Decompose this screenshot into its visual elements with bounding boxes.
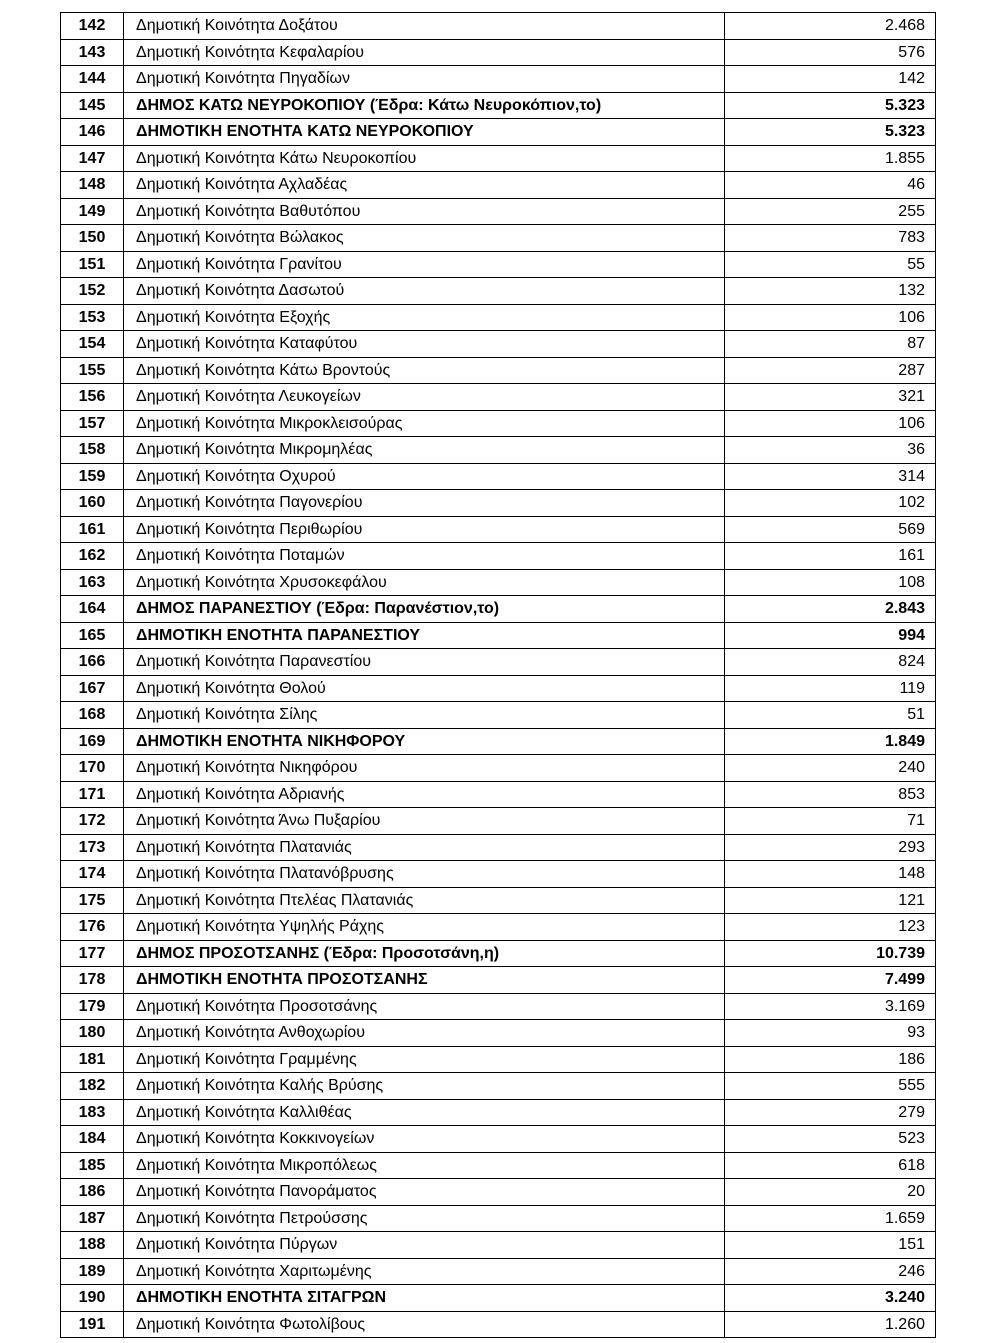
table-row	[61, 251, 936, 278]
population-cell: 161	[725, 543, 936, 570]
table-row	[61, 543, 936, 570]
row-number-cell: 152	[61, 278, 124, 305]
row-number-cell: 156	[61, 384, 124, 411]
area-name-cell: ΔΗΜΟΤΙΚΗ ΕΝΟΤΗΤΑ ΠΡΟΣΟΤΣΑΝΗΣ	[124, 967, 725, 994]
row-number-cell: 146	[61, 119, 124, 146]
population-cell: 246	[725, 1258, 936, 1285]
area-name-cell: Δημοτική Κοινότητα Γραμμένης	[124, 1046, 725, 1073]
table-row	[61, 1046, 936, 1073]
area-name-cell: Δημοτική Κοινότητα Κάτω Βροντούς	[124, 357, 725, 384]
row-number-cell: 147	[61, 145, 124, 172]
row-number-cell: 148	[61, 172, 124, 199]
population-cell: 1.260	[725, 1311, 936, 1338]
table-row	[61, 940, 936, 967]
row-number-cell: 153	[61, 304, 124, 331]
table-row	[61, 198, 936, 225]
table-row	[61, 225, 936, 252]
population-table-container	[60, 12, 925, 1338]
area-name-cell: Δημοτική Κοινότητα Προσοτσάνης	[124, 993, 725, 1020]
area-name-cell: Δημοτική Κοινότητα Δοξάτου	[124, 13, 725, 40]
area-name-cell: Δημοτική Κοινότητα Ανθοχωρίου	[124, 1020, 725, 1047]
table-row	[61, 649, 936, 676]
row-number-cell: 155	[61, 357, 124, 384]
population-cell: 108	[725, 569, 936, 596]
population-cell: 1.849	[725, 728, 936, 755]
table-row	[61, 516, 936, 543]
population-cell: 1.855	[725, 145, 936, 172]
area-name-cell: Δημοτική Κοινότητα Νικηφόρου	[124, 755, 725, 782]
row-number-cell: 145	[61, 92, 124, 119]
area-name-cell: Δημοτική Κοινότητα Δασωτού	[124, 278, 725, 305]
table-row	[61, 834, 936, 861]
area-name-cell: Δημοτική Κοινότητα Κεφαλαρίου	[124, 39, 725, 66]
area-name-cell: Δημοτική Κοινότητα Βώλακος	[124, 225, 725, 252]
table-row	[61, 39, 936, 66]
population-cell: 148	[725, 861, 936, 888]
row-number-cell: 143	[61, 39, 124, 66]
area-name-cell: Δημοτική Κοινότητα Κοκκινογείων	[124, 1126, 725, 1153]
table-row	[61, 331, 936, 358]
area-name-cell: Δημοτική Κοινότητα Καταφύτου	[124, 331, 725, 358]
area-name-cell: Δημοτική Κοινότητα Μικροπόλεως	[124, 1152, 725, 1179]
table-row	[61, 861, 936, 888]
area-name-cell: Δημοτική Κοινότητα Υψηλής Ράχης	[124, 914, 725, 941]
row-number-cell: 171	[61, 781, 124, 808]
row-number-cell: 163	[61, 569, 124, 596]
population-cell: 142	[725, 66, 936, 93]
table-row	[61, 702, 936, 729]
row-number-cell: 186	[61, 1179, 124, 1206]
table-row	[61, 304, 936, 331]
area-name-cell: ΔΗΜΟΤΙΚΗ ΕΝΟΤΗΤΑ ΝΙΚΗΦΟΡΟΥ	[124, 728, 725, 755]
area-name-cell: Δημοτική Κοινότητα Παρανεστίου	[124, 649, 725, 676]
table-row	[61, 1232, 936, 1259]
area-name-cell: ΔΗΜΟΣ ΠΑΡΑΝΕΣΤΙΟΥ (Έδρα: Παρανέστιον,το)	[124, 596, 725, 623]
area-name-cell: Δημοτική Κοινότητα Χαριτωμένης	[124, 1258, 725, 1285]
table-row	[61, 278, 936, 305]
area-name-cell: Δημοτική Κοινότητα Σίλης	[124, 702, 725, 729]
population-cell: 106	[725, 410, 936, 437]
table-row	[61, 675, 936, 702]
area-name-cell: Δημοτική Κοινότητα Θολού	[124, 675, 725, 702]
population-cell: 102	[725, 490, 936, 517]
row-number-cell: 185	[61, 1152, 124, 1179]
row-number-cell: 151	[61, 251, 124, 278]
table-row	[61, 728, 936, 755]
row-number-cell: 181	[61, 1046, 124, 1073]
row-number-cell: 149	[61, 198, 124, 225]
row-number-cell: 180	[61, 1020, 124, 1047]
population-cell: 2.843	[725, 596, 936, 623]
row-number-cell: 182	[61, 1073, 124, 1100]
population-cell: 569	[725, 516, 936, 543]
population-cell: 994	[725, 622, 936, 649]
area-name-cell: Δημοτική Κοινότητα Μικρομηλέας	[124, 437, 725, 464]
area-name-cell: Δημοτική Κοινότητα Εξοχής	[124, 304, 725, 331]
row-number-cell: 167	[61, 675, 124, 702]
population-cell: 186	[725, 1046, 936, 1073]
area-name-cell: Δημοτική Κοινότητα Γρανίτου	[124, 251, 725, 278]
population-cell: 287	[725, 357, 936, 384]
area-name-cell: Δημοτική Κοινότητα Φωτολίβους	[124, 1311, 725, 1338]
population-cell: 106	[725, 304, 936, 331]
table-row	[61, 1126, 936, 1153]
area-name-cell: Δημοτική Κοινότητα Πύργων	[124, 1232, 725, 1259]
population-cell: 314	[725, 463, 936, 490]
row-number-cell: 165	[61, 622, 124, 649]
table-row	[61, 463, 936, 490]
area-name-cell: Δημοτική Κοινότητα Μικροκλεισούρας	[124, 410, 725, 437]
row-number-cell: 177	[61, 940, 124, 967]
population-cell: 293	[725, 834, 936, 861]
row-number-cell: 144	[61, 66, 124, 93]
row-number-cell: 187	[61, 1205, 124, 1232]
table-row	[61, 596, 936, 623]
population-cell: 20	[725, 1179, 936, 1206]
row-number-cell: 170	[61, 755, 124, 782]
table-row	[61, 1152, 936, 1179]
row-number-cell: 173	[61, 834, 124, 861]
population-cell: 576	[725, 39, 936, 66]
table-row	[61, 66, 936, 93]
area-name-cell: ΔΗΜΟΤΙΚΗ ΕΝΟΤΗΤΑ ΚΑΤΩ ΝΕΥΡΟΚΟΠΙΟΥ	[124, 119, 725, 146]
table-row	[61, 622, 936, 649]
area-name-cell: Δημοτική Κοινότητα Περιθωρίου	[124, 516, 725, 543]
table-row	[61, 569, 936, 596]
table-row	[61, 1285, 936, 1312]
population-cell: 853	[725, 781, 936, 808]
table-row	[61, 92, 936, 119]
row-number-cell: 188	[61, 1232, 124, 1259]
area-name-cell: Δημοτική Κοινότητα Πετρούσσης	[124, 1205, 725, 1232]
row-number-cell: 161	[61, 516, 124, 543]
population-cell: 119	[725, 675, 936, 702]
population-cell: 151	[725, 1232, 936, 1259]
area-name-cell: ΔΗΜΟΣ ΚΑΤΩ ΝΕΥΡΟΚΟΠΙΟΥ (Έδρα: Κάτω Νευροκόπιον,το)	[124, 92, 725, 119]
area-name-cell: Δημοτική Κοινότητα Πλατανιάς	[124, 834, 725, 861]
table-row	[61, 781, 936, 808]
table-row	[61, 357, 936, 384]
table-row	[61, 13, 936, 40]
table-row	[61, 755, 936, 782]
table-row	[61, 490, 936, 517]
row-number-cell: 175	[61, 887, 124, 914]
population-cell: 5.323	[725, 119, 936, 146]
population-table	[60, 12, 936, 1338]
row-number-cell: 150	[61, 225, 124, 252]
table-row	[61, 1205, 936, 1232]
row-number-cell: 174	[61, 861, 124, 888]
table-row	[61, 993, 936, 1020]
area-name-cell: Δημοτική Κοινότητα Αδριανής	[124, 781, 725, 808]
row-number-cell: 172	[61, 808, 124, 835]
row-number-cell: 190	[61, 1285, 124, 1312]
population-cell: 55	[725, 251, 936, 278]
row-number-cell: 176	[61, 914, 124, 941]
row-number-cell: 183	[61, 1099, 124, 1126]
area-name-cell: Δημοτική Κοινότητα Καλλιθέας	[124, 1099, 725, 1126]
population-cell: 46	[725, 172, 936, 199]
area-name-cell: Δημοτική Κοινότητα Καλής Βρύσης	[124, 1073, 725, 1100]
population-cell: 51	[725, 702, 936, 729]
table-row	[61, 384, 936, 411]
row-number-cell: 142	[61, 13, 124, 40]
table-row	[61, 1258, 936, 1285]
row-number-cell: 162	[61, 543, 124, 570]
population-cell: 71	[725, 808, 936, 835]
table-row	[61, 1311, 936, 1338]
population-cell: 255	[725, 198, 936, 225]
population-cell: 123	[725, 914, 936, 941]
population-cell: 2.468	[725, 13, 936, 40]
area-name-cell: ΔΗΜΟΤΙΚΗ ΕΝΟΤΗΤΑ ΣΙΤΑΓΡΩΝ	[124, 1285, 725, 1312]
area-name-cell: Δημοτική Κοινότητα Πτελέας Πλατανιάς	[124, 887, 725, 914]
area-name-cell: Δημοτική Κοινότητα Πλατανόβρυσης	[124, 861, 725, 888]
population-cell: 523	[725, 1126, 936, 1153]
table-row	[61, 1073, 936, 1100]
table-row	[61, 172, 936, 199]
row-number-cell: 184	[61, 1126, 124, 1153]
row-number-cell: 178	[61, 967, 124, 994]
population-cell: 783	[725, 225, 936, 252]
area-name-cell: Δημοτική Κοινότητα Χρυσοκεφάλου	[124, 569, 725, 596]
population-cell: 3.169	[725, 993, 936, 1020]
row-number-cell: 169	[61, 728, 124, 755]
area-name-cell: Δημοτική Κοινότητα Πανοράματος	[124, 1179, 725, 1206]
table-row	[61, 887, 936, 914]
population-cell: 618	[725, 1152, 936, 1179]
table-row	[61, 1020, 936, 1047]
row-number-cell: 191	[61, 1311, 124, 1338]
population-cell: 10.739	[725, 940, 936, 967]
area-name-cell: Δημοτική Κοινότητα Ποταμών	[124, 543, 725, 570]
population-cell: 5.323	[725, 92, 936, 119]
row-number-cell: 166	[61, 649, 124, 676]
area-name-cell: Δημοτική Κοινότητα Άνω Πυξαρίου	[124, 808, 725, 835]
row-number-cell: 189	[61, 1258, 124, 1285]
table-row	[61, 1099, 936, 1126]
area-name-cell: Δημοτική Κοινότητα Κάτω Νευροκοπίου	[124, 145, 725, 172]
row-number-cell: 179	[61, 993, 124, 1020]
population-cell: 279	[725, 1099, 936, 1126]
population-cell: 132	[725, 278, 936, 305]
row-number-cell: 154	[61, 331, 124, 358]
population-cell: 1.659	[725, 1205, 936, 1232]
population-cell: 93	[725, 1020, 936, 1047]
table-row	[61, 410, 936, 437]
table-row	[61, 967, 936, 994]
area-name-cell: Δημοτική Κοινότητα Αχλαδέας	[124, 172, 725, 199]
population-cell: 3.240	[725, 1285, 936, 1312]
row-number-cell: 157	[61, 410, 124, 437]
area-name-cell: Δημοτική Κοινότητα Παγονερίου	[124, 490, 725, 517]
table-row	[61, 145, 936, 172]
population-cell: 87	[725, 331, 936, 358]
population-table-body	[61, 13, 936, 1338]
area-name-cell: Δημοτική Κοινότητα Βαθυτόπου	[124, 198, 725, 225]
row-number-cell: 168	[61, 702, 124, 729]
table-row	[61, 914, 936, 941]
area-name-cell: ΔΗΜΟΣ ΠΡΟΣΟΤΣΑΝΗΣ (Έδρα: Προσοτσάνη,η)	[124, 940, 725, 967]
row-number-cell: 160	[61, 490, 124, 517]
table-row	[61, 808, 936, 835]
table-row	[61, 437, 936, 464]
area-name-cell: Δημοτική Κοινότητα Οχυρού	[124, 463, 725, 490]
row-number-cell: 159	[61, 463, 124, 490]
row-number-cell: 164	[61, 596, 124, 623]
population-cell: 121	[725, 887, 936, 914]
area-name-cell: Δημοτική Κοινότητα Λευκογείων	[124, 384, 725, 411]
table-row	[61, 1179, 936, 1206]
population-cell: 555	[725, 1073, 936, 1100]
population-cell: 36	[725, 437, 936, 464]
row-number-cell: 158	[61, 437, 124, 464]
population-cell: 321	[725, 384, 936, 411]
table-row	[61, 119, 936, 146]
population-cell: 240	[725, 755, 936, 782]
area-name-cell: ΔΗΜΟΤΙΚΗ ΕΝΟΤΗΤΑ ΠΑΡΑΝΕΣΤΙΟΥ	[124, 622, 725, 649]
population-cell: 7.499	[725, 967, 936, 994]
area-name-cell: Δημοτική Κοινότητα Πηγαδίων	[124, 66, 725, 93]
population-cell: 824	[725, 649, 936, 676]
